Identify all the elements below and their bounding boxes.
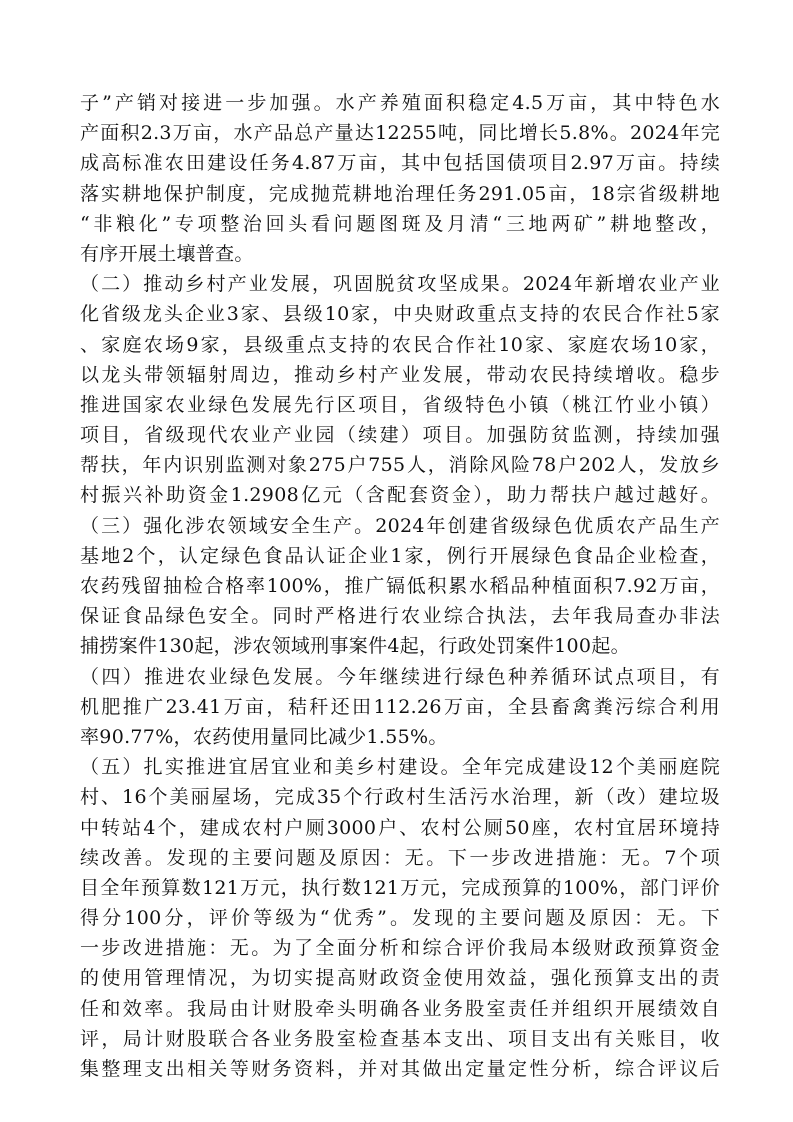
text-line: 续改善。发现的主要问题及原因：无。下一步改进措施：无。7个项 xyxy=(80,846,720,869)
text-line: （三）强化涉农领域安全生产。2024年创建省级绿色优质农产品生产 xyxy=(80,514,720,537)
text-line: 得分100分，评价等级为“优秀”。发现的主要问题及原因：无。下 xyxy=(80,907,720,930)
text-line: 成高标准农田建设任务4.87万亩，其中包括国债项目2.97万亩。持续 xyxy=(80,152,720,175)
text-line: 村振兴补助资金1.2908亿元（含配套资金），助力帮扶户越过越好。 xyxy=(80,484,720,507)
text-line: （五）扎实推进宜居宜业和美乡村建设。全年完成建设12个美丽庭院 xyxy=(80,756,720,779)
text-line: 集整理支出相关等财务资料，并对其做出定量定性分析，综合评议后 xyxy=(80,1058,720,1080)
text-line: 项目，省级现代农业产业园（续建）项目。加强防贫监测，持续加强 xyxy=(80,424,720,447)
text-line: 评，局计财股联合各业务股室检查基本支出、项目支出有关账目，收 xyxy=(80,1027,720,1050)
text-line: “非粮化”专项整治回头看问题图斑及月清“三地两矿”耕地整改， xyxy=(80,212,720,235)
text-line: 村、16个美丽屋场，完成35个行政村生活污水治理，新（改）建垃圾 xyxy=(80,786,720,809)
text-line: 的使用管理情况，为切实提高财政资金使用效益，强化预算支出的责 xyxy=(80,967,720,990)
text-line: 以龙头带领辐射周边，推动乡村产业发展，带动农民持续增收。稳步 xyxy=(80,363,720,386)
text-line: 机肥推广23.41万亩，秸秆还田112.26万亩，全县畜禽粪污综合利用 xyxy=(80,695,720,718)
text-line: 落实耕地保护制度，完成抛荒耕地治理任务291.05亩，18宗省级耕地 xyxy=(80,182,720,205)
text-line: 子”产销对接进一步加强。水产养殖面积稳定4.5万亩，其中特色水 xyxy=(80,92,720,114)
text-line: 任和效率。我局由计财股牵头明确各业务股室责任并组织开展绩效自 xyxy=(80,997,720,1020)
text-line: 、家庭农场9家，县级重点支持的农民合作社10家、家庭农场10家， xyxy=(80,333,720,356)
text-line: （二）推动乡村产业发展，巩固脱贫攻坚成果。2024年新增农业产业 xyxy=(80,273,720,296)
text-line: 捕捞案件130起，涉农领域刑事案件4起，行政处罚案件100起。 xyxy=(80,635,630,658)
body-text xyxy=(80,88,720,1084)
text-line: 率90.77%，农药使用量同比减少1.55%。 xyxy=(80,725,448,748)
text-line: 帮扶，年内识别监测对象275户755人，消除风险78户202人，发放乡 xyxy=(80,454,720,477)
text-line: 农药残留抽检合格率100%，推广镉低积累水稻品种植面积7.92万亩， xyxy=(80,575,720,597)
text-line: （四）推进农业绿色发展。今年继续进行绿色种养循环试点项目，有 xyxy=(80,665,720,688)
text-line: 产面积2.3万亩，水产品总产量达12255吨，同比增长5.8%。2024年完 xyxy=(80,122,720,145)
text-line: 一步改进措施：无。为了全面分析和综合评价我局本级财政预算资金 xyxy=(80,937,720,960)
text-line: 基地2个，认定绿色食品认证企业1家，例行开展绿色食品企业检查， xyxy=(80,544,720,567)
text-line: 保证食品绿色安全。同时严格进行农业综合执法，去年我局查办非法 xyxy=(80,605,720,628)
text-line: 推进国家农业绿色发展先行区项目，省级特色小镇（桃江竹业小镇） xyxy=(80,393,720,416)
text-line: 中转站4个，建成农村户厕3000户、农村公厕50座，农村宜居环境持 xyxy=(80,816,720,839)
text-line: 有序开展土壤普查。 xyxy=(80,242,254,265)
text-line: 化省级龙头企业3家、县级10家，中央财政重点支持的农民合作社5家 xyxy=(80,303,720,326)
text-line: 目全年预算数121万元，执行数121万元，完成预算的100%，部门评价 xyxy=(80,876,720,899)
